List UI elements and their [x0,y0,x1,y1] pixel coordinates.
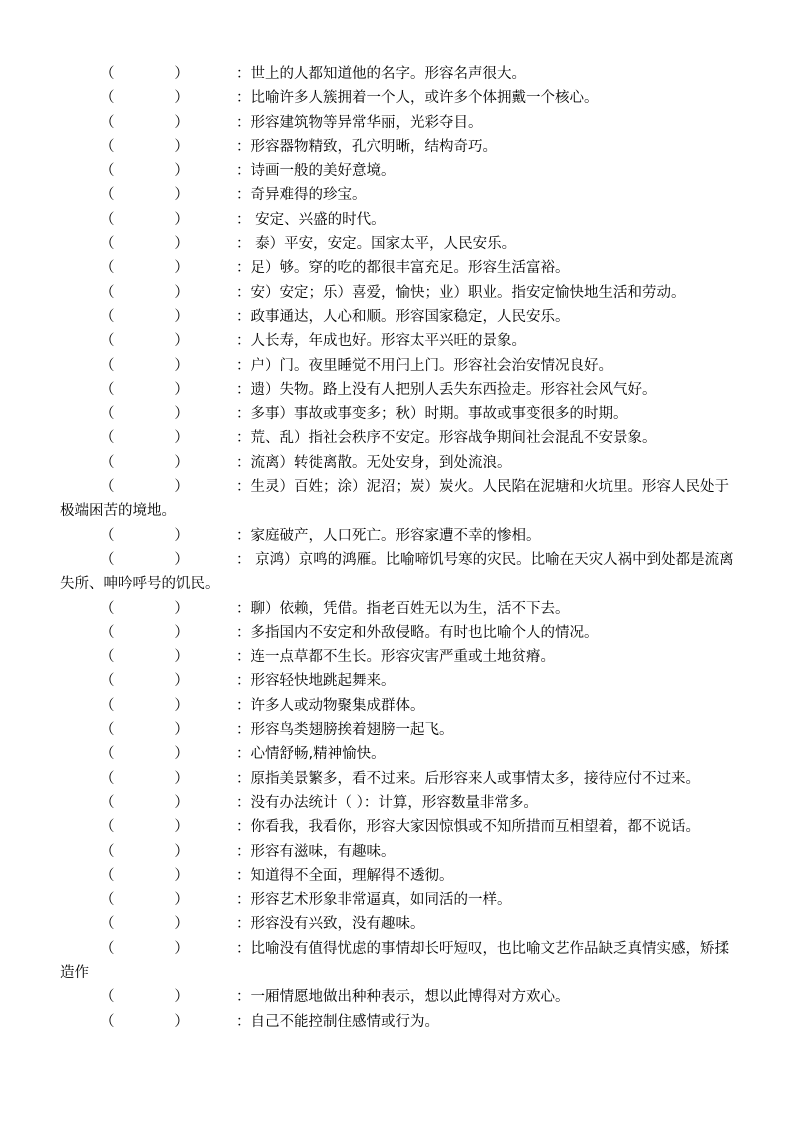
definition-entry [60,232,738,256]
idiom-definition-list [60,62,738,1034]
answer-blank[interactable]: （ ） [100,66,189,82]
definition-text: ：奇异难得的珍宝。 [236,187,367,204]
definition-text: ：诗画一般的美好意境。 [236,163,396,180]
definition-text: ：安）安定；乐）喜爱，愉快；业）职业。指安定愉快地生活和劳动。 [236,284,686,301]
answer-blank[interactable]: （ ） [100,770,189,787]
definition-text: ：形容有滋味，有趣味。 [236,843,396,860]
answer-blank[interactable]: （ ） [100,308,189,325]
answer-blank[interactable]: （ ） [100,940,189,957]
definition-entry [60,864,738,888]
definition-text: ：知道得不全面，理解得不透彻。 [236,867,454,884]
definition-entry [60,402,738,426]
answer-blank[interactable]: （ ） [100,211,189,228]
answer-blank[interactable]: （ ） [100,138,189,155]
definition-entry [60,645,738,669]
answer-blank[interactable]: （ ） [100,673,189,690]
definition-text: ：没有办法统计（ ）：计算，形容数量非常多。 [236,794,538,811]
definition-text: ：生灵）百姓；涂）泥沼；炭）炭火。人民陷在泥塘和火坑里。形容人民处于极端困苦的境地。 [60,479,729,520]
definition-text: ：形容鸟类翅膀挨着翅膀一起飞。 [236,722,454,739]
answer-blank[interactable]: （ ） [100,722,189,739]
definition-entry [60,62,738,86]
definition-entry [60,159,738,183]
definition-entry [60,183,738,207]
answer-blank[interactable]: （ ） [100,989,189,1006]
definition-text: ：政事通达，人心和顺。形容国家稳定，人民安乐。 [236,308,570,325]
answer-blank[interactable]: （ ） [100,843,189,860]
answer-blank[interactable]: （ ） [100,867,189,884]
answer-blank[interactable]: （ ） [100,260,189,277]
definition-entry [60,742,738,766]
definition-text: ：形容艺术形象非常逼真，如同活的一样。 [236,892,512,909]
answer-blank[interactable]: （ ） [100,454,189,471]
definition-entry [60,111,738,135]
definition-entry [60,718,738,742]
definition-entry [60,524,738,548]
definition-entry [60,694,738,718]
definition-text: ：心情舒畅,精神愉快。 [236,746,386,763]
definition-entry [60,548,738,597]
definition-text: ：原指美景繁多，看不过来。后形容来人或事情太多，接待应付不过来。 [236,770,700,787]
definition-entry [60,937,738,986]
definition-entry [60,475,738,524]
definition-entry [60,767,738,791]
definition-text: ：许多人或动物聚集成群体。 [236,697,425,714]
definition-entry [60,1010,738,1034]
definition-entry [60,354,738,378]
definition-text: ：一厢情愿地做出种种表示，想以此博得对方欢心。 [236,989,570,1006]
answer-blank[interactable]: （ ） [100,90,189,107]
answer-blank[interactable]: （ ） [100,819,189,836]
definition-entry [60,329,738,353]
answer-blank[interactable]: （ ） [100,333,189,350]
definition-text: ： 京鸿）京鸣的鸿雁。比喻啼饥号寒的灾民。比喻在天灾人祸中到处都是流离失所、呻吟呼号的饥民。 [60,551,734,593]
definition-entry [60,256,738,280]
answer-blank[interactable]: （ ） [100,697,189,714]
answer-blank[interactable]: （ ） [100,916,189,933]
definition-text: ：世上的人都知道他的名字。形容名声很大。 [236,66,526,82]
definition-text: ：人长寿，年成也好。形容太平兴旺的景象。 [236,333,526,350]
answer-blank[interactable]: （ ） [100,624,189,641]
answer-blank[interactable]: （ ） [100,1013,189,1030]
definition-text: ：比喻没有值得忧虑的事情却长吁短叹，也比喻文艺作品缺乏真情实感，矫揉造作 [60,940,729,981]
answer-blank[interactable]: （ ） [100,430,189,447]
definition-text: ：家庭破产，人口死亡。形容家遭不幸的惨相。 [236,527,541,544]
definition-text: ：形容没有兴致，没有趣味。 [236,916,425,933]
definition-entry [60,985,738,1009]
definition-entry [60,208,738,232]
definition-text: ：形容建筑物等异常华丽，光彩夺目。 [236,114,483,131]
definition-entry [60,86,738,110]
definition-text: ：户）门。夜里睡觉不用闩上门。形容社会治安情况良好。 [236,357,613,374]
definition-text: ：自己不能控制住感情或行为。 [236,1013,439,1030]
answer-blank[interactable]: （ ） [100,406,189,423]
answer-blank[interactable]: （ ） [100,479,189,496]
answer-blank[interactable]: （ ） [100,284,189,301]
definition-text: ：连一点草都不生长。形容灾害严重或土地贫瘠。 [236,649,555,666]
answer-blank[interactable]: （ ） [100,114,189,131]
definition-entry [60,378,738,402]
definition-entry [60,621,738,645]
answer-blank[interactable]: （ ） [100,381,189,398]
definition-entry [60,281,738,305]
definition-entry [60,912,738,936]
definition-entry [60,840,738,864]
definition-entry [60,791,738,815]
definition-entry [60,305,738,329]
definition-text: ：形容轻快地跳起舞来。 [236,673,396,690]
definition-entry [60,815,738,839]
answer-blank[interactable]: （ ） [100,551,189,568]
definition-text: ： 泰）平安，安定。国家太平，人民安乐。 [236,236,517,253]
answer-blank[interactable]: （ ） [100,649,189,666]
definition-text: ：比喻许多人簇拥着一个人，或许多个体拥戴一个核心。 [236,90,599,107]
definition-text: ：你看我，我看你，形容大家因惊惧或不知所措而互相望着，都不说话。 [236,819,700,836]
answer-blank[interactable]: （ ） [100,794,189,811]
answer-blank[interactable]: （ ） [100,892,189,909]
definition-entry [60,597,738,621]
answer-blank[interactable]: （ ） [100,357,189,374]
definition-text: ： 安定、兴盛的时代。 [236,211,386,228]
answer-blank[interactable]: （ ） [100,746,189,763]
definition-entry [60,426,738,450]
definition-text: ：形容器物精致，孔穴明晰，结构奇巧。 [236,138,497,155]
definition-text: ：聊）依赖，凭借。指老百姓无以为生，活不下去。 [236,600,570,617]
definition-text: ：多指国内不安定和外敌侵略。有时也比喻个人的情况。 [236,624,599,641]
definition-text: ：流离）转徙离散。无处安身，到处流浪。 [236,454,512,471]
answer-blank[interactable]: （ ） [100,527,189,544]
definition-text: ：荒、乱）指社会秩序不安定。形容战争期间社会混乱不安景象。 [236,430,657,447]
definition-entry [60,451,738,475]
answer-blank[interactable]: （ ） [100,187,189,204]
answer-blank[interactable]: （ ） [100,236,189,253]
answer-blank[interactable]: （ ） [100,163,189,180]
definition-entry [60,888,738,912]
answer-blank[interactable]: （ ） [100,600,189,617]
definition-text: ：遗）失物。路上没有人把别人丢失东西捡走。形容社会风气好。 [236,381,657,398]
definition-entry [60,135,738,159]
definition-entry [60,669,738,693]
definition-text: ：足）够。穿的吃的都很丰富充足。形容生活富裕。 [236,260,570,277]
definition-text: ：多事）事故或事变多；秋）时期。事故或事变很多的时期。 [236,406,628,423]
